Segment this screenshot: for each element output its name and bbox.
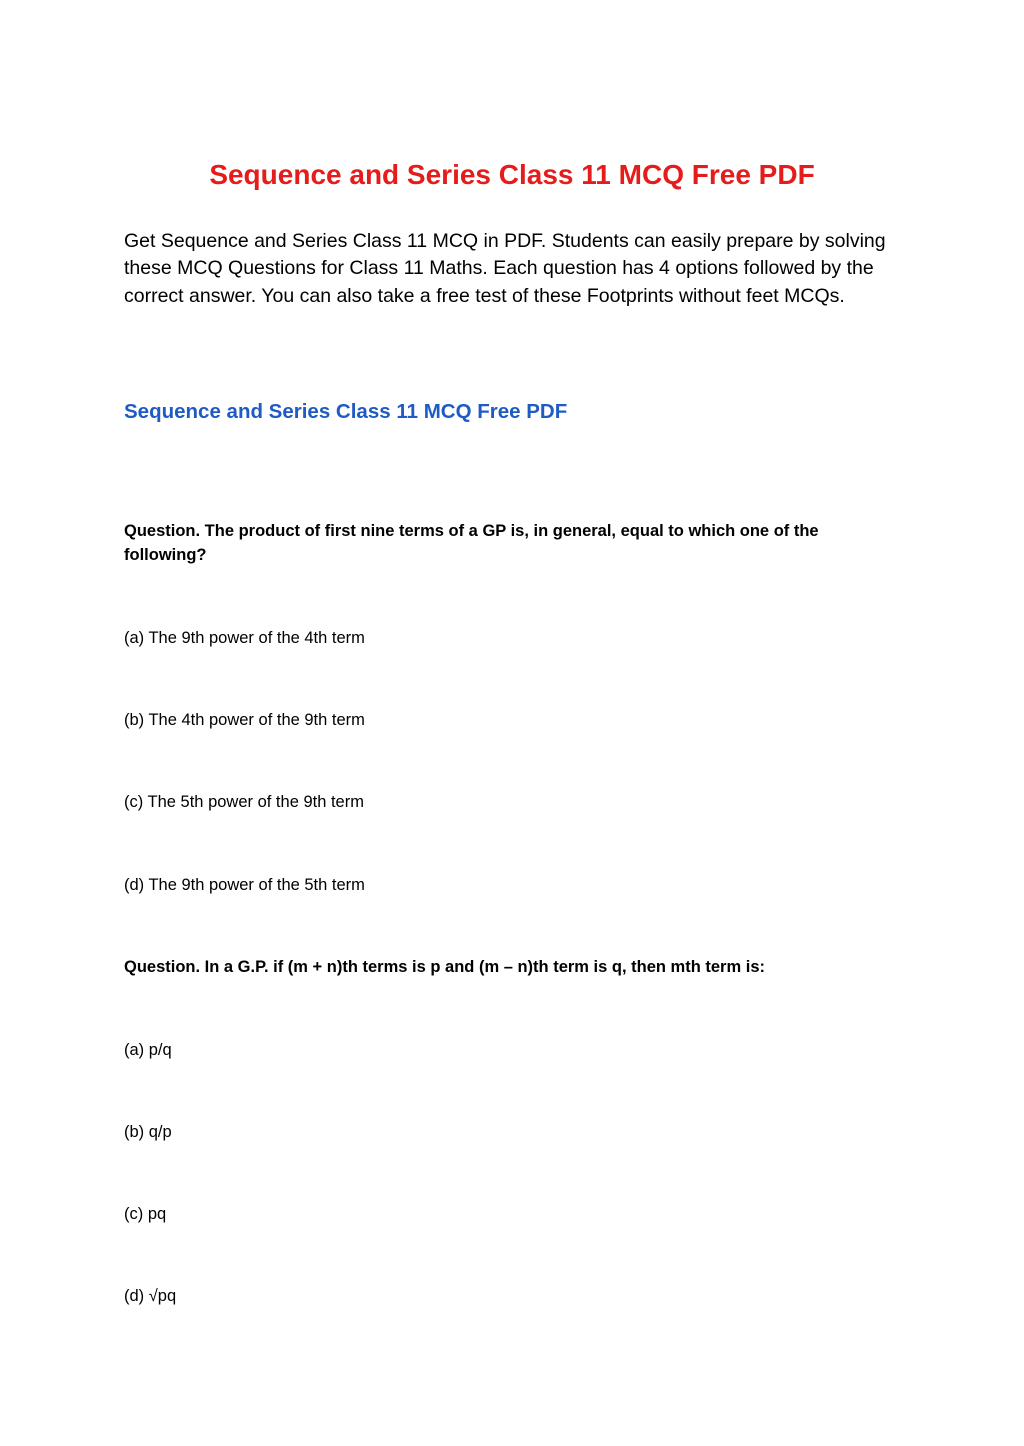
- section-heading: Sequence and Series Class 11 MCQ Free PDF: [124, 400, 568, 423]
- page-title: Sequence and Series Class 11 MCQ Free PDF: [209, 159, 815, 190]
- question-2-option-a: (a) p/q: [124, 1041, 172, 1059]
- question-1-option-c: (c) The 5th power of the 9th term: [124, 793, 364, 811]
- question-1-text: Question. The product of first nine terms of a GP is, in general, equal to which one of the following?: [124, 522, 819, 564]
- intro-paragraph: Get Sequence and Series Class 11 MCQ in PDF. Students can easily prepare by solving these MCQ Questions for Class 11 Maths. Each question has 4 options followed by the correct answer. You can also take a free test of these Footprints without feet MCQs.: [124, 230, 886, 307]
- question-2-option-b: (b) q/p: [124, 1123, 172, 1141]
- question-1-option-a: (a) The 9th power of the 4th term: [124, 629, 365, 647]
- question-2-text: Question. In a G.P. if (m + n)th terms is p and (m – n)th term is q, then mth term is:: [124, 958, 765, 976]
- question-1-option-b: (b) The 4th power of the 9th term: [124, 711, 365, 729]
- question-2-option-c: (c) pq: [124, 1205, 167, 1223]
- question-2-option-d: (d) √pq: [124, 1287, 177, 1305]
- question-1-option-d: (d) The 9th power of the 5th term: [124, 876, 365, 894]
